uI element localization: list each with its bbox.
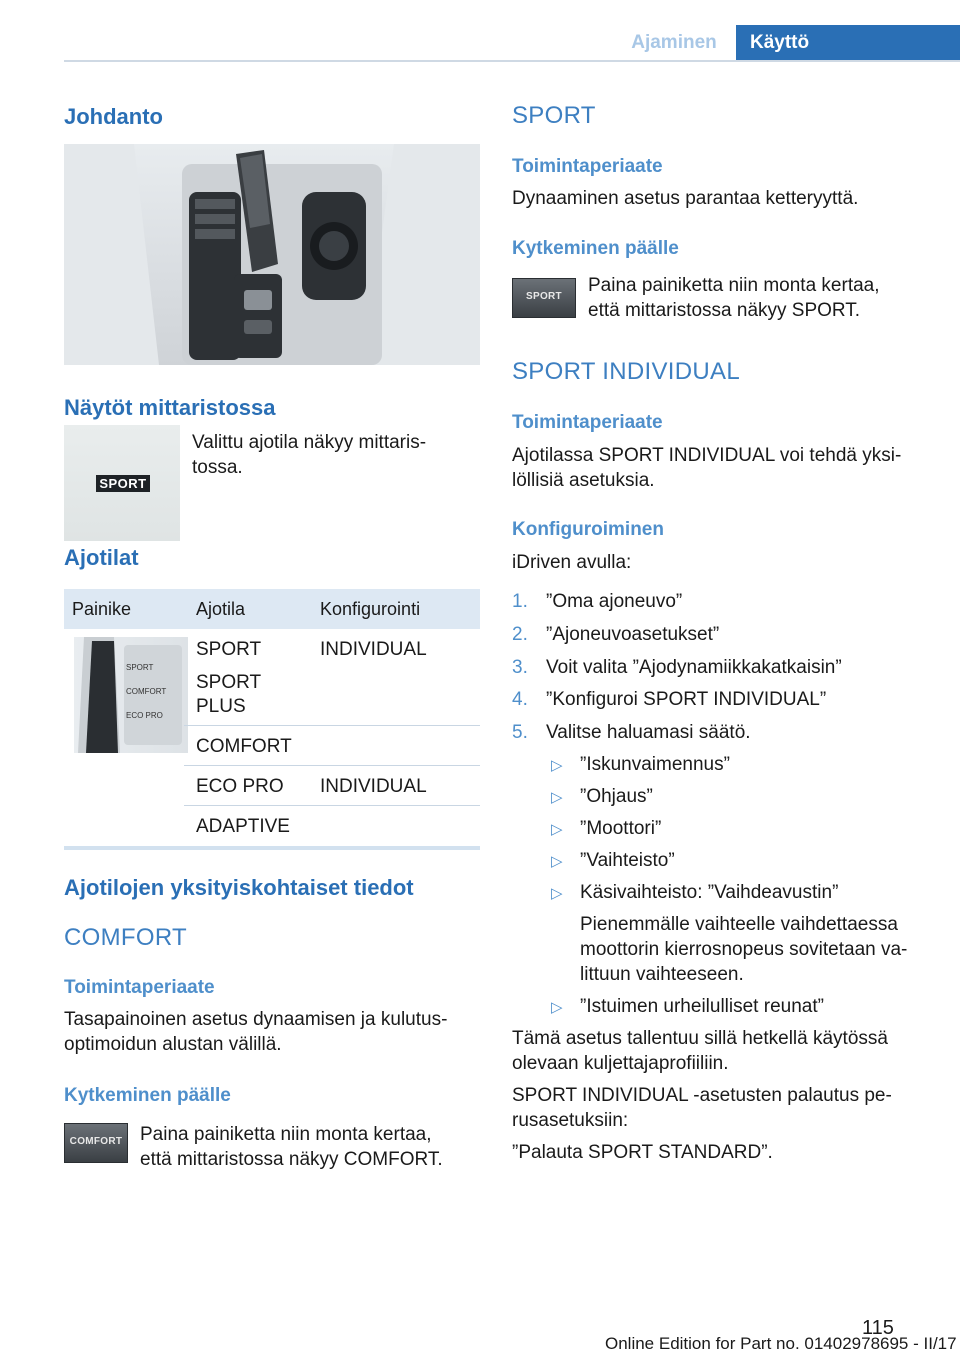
display-title: Näytöt mittaristossa bbox=[64, 395, 276, 420]
step-number: 4. bbox=[512, 689, 528, 710]
table-divider bbox=[184, 725, 480, 726]
individual-principle-line2: löllisiä asetuksia. bbox=[512, 470, 655, 491]
bullet-triangle-icon: ▷ bbox=[551, 757, 563, 774]
comfort-switch-line2: että mittaristossa näkyy COMFORT. bbox=[140, 1149, 443, 1170]
individual-principle-title: Toimintaperiaate bbox=[512, 412, 663, 433]
subitem-text: ”Iskunvaimennus” bbox=[580, 754, 730, 775]
intro-title: Johdanto bbox=[64, 104, 163, 129]
mode-selector-image bbox=[74, 637, 188, 753]
step-text: ”Ajoneuvoasetukset” bbox=[546, 624, 720, 645]
table-row-2-mode-line2: PLUS bbox=[196, 696, 246, 717]
details-title: Ajotilojen yksityiskohtaiset tiedot bbox=[64, 875, 414, 900]
sport-button-label: SPORT bbox=[526, 291, 562, 302]
sport-display-image bbox=[64, 425, 180, 541]
sport-display-label: SPORT bbox=[96, 475, 150, 492]
modes-title: Ajotilat bbox=[64, 545, 139, 570]
display-text-line2: tossa. bbox=[192, 457, 243, 478]
subitem-text: ”Vaihteisto” bbox=[580, 850, 675, 871]
subitem-text: ”Istuimen urheilulliset reunat” bbox=[580, 996, 824, 1017]
header-chapter: Käyttö bbox=[736, 25, 960, 61]
header-divider bbox=[64, 60, 960, 62]
closing-line3: SPORT INDIVIDUAL -asetusten palautus pe- bbox=[512, 1085, 892, 1106]
display-text-line1: Valittu ajotila näkyy mittaris- bbox=[192, 432, 427, 453]
subitem-note-line2: moottorin kierrosnopeus sovitetaan va- bbox=[580, 939, 908, 960]
sport-switch-line2: että mittaristossa näkyy SPORT. bbox=[588, 300, 861, 321]
col-header-config: Konfigurointi bbox=[320, 599, 421, 619]
bullet-triangle-icon: ▷ bbox=[551, 789, 563, 806]
step-text: ”Konfiguroi SPORT INDIVIDUAL” bbox=[546, 689, 827, 710]
console-image bbox=[64, 144, 480, 365]
subitem-note-line3: littuun vaihteeseen. bbox=[580, 964, 744, 985]
sport-switch-title: Kytkeminen päälle bbox=[512, 238, 679, 259]
sport-principle-title: Toimintaperiaate bbox=[512, 156, 663, 177]
col-header-button: Painike bbox=[72, 599, 132, 619]
sport-title: SPORT bbox=[512, 102, 596, 129]
table-row-4-config: INDIVIDUAL bbox=[320, 776, 427, 797]
closing-line5: ”Palauta SPORT STANDARD”. bbox=[512, 1142, 773, 1163]
selector-label-sport: SPORT bbox=[126, 663, 154, 672]
comfort-principle-line1: Tasapainoinen asetus dynaamisen ja kulutus- bbox=[64, 1009, 448, 1030]
page-number: 115 bbox=[862, 1317, 894, 1339]
selector-label-eco: ECO PRO bbox=[126, 711, 163, 720]
subitem-text: ”Ohjaus” bbox=[580, 786, 653, 807]
bullet-triangle-icon: ▷ bbox=[551, 885, 563, 902]
table-row-4-mode: ECO PRO bbox=[196, 776, 284, 797]
bullet-triangle-icon: ▷ bbox=[551, 999, 563, 1016]
comfort-button-image bbox=[64, 1123, 128, 1163]
selector-label-comfort: COMFORT bbox=[126, 687, 167, 696]
table-row-3-mode: COMFORT bbox=[196, 736, 292, 757]
footer-edition: Online Edition for Part no. 01402978695 - II/17 bbox=[605, 1334, 957, 1353]
step-number: 3. bbox=[512, 657, 528, 678]
comfort-title: COMFORT bbox=[64, 924, 187, 951]
sport-switch-line1: Paina painiketta niin monta kertaa, bbox=[588, 275, 880, 296]
table-divider bbox=[184, 765, 480, 766]
step-number: 5. bbox=[512, 722, 528, 743]
table-row-1-config: INDIVIDUAL bbox=[320, 639, 427, 660]
table-divider bbox=[184, 805, 480, 806]
config-title: Konfiguroiminen bbox=[512, 519, 664, 540]
table-row-2-mode: SPORT bbox=[196, 672, 262, 693]
comfort-switch-line1: Paina painiketta niin monta kertaa, bbox=[140, 1124, 432, 1145]
closing-line4: rusasetuksiin: bbox=[512, 1110, 629, 1131]
modes-table-header bbox=[64, 589, 480, 629]
individual-principle-line1: Ajotilassa SPORT INDIVIDUAL voi tehdä yksi- bbox=[512, 445, 902, 466]
sport-principle-text: Dynaaminen asetus parantaa ketteryyttä. bbox=[512, 188, 859, 209]
comfort-principle-line2: optimoidun alustan välillä. bbox=[64, 1034, 282, 1055]
subitem-note-line1: Pienemmälle vaihteelle vaihdettaessa bbox=[580, 914, 898, 935]
closing-line2: olevaan kuljettajaprofiiliin. bbox=[512, 1053, 729, 1074]
subitem-text: ”Moottori” bbox=[580, 818, 662, 839]
table-row-1-mode: SPORT bbox=[196, 639, 262, 660]
comfort-button-label: COMFORT bbox=[69, 1136, 123, 1147]
step-text: ”Oma ajoneuvo” bbox=[546, 591, 683, 612]
comfort-switch-title: Kytkeminen päälle bbox=[64, 1085, 231, 1106]
comfort-principle-title: Toimintaperiaate bbox=[64, 977, 215, 998]
gear-selector-illustration bbox=[64, 144, 480, 365]
step-number: 1. bbox=[512, 591, 528, 612]
col-header-mode: Ajotila bbox=[196, 599, 246, 619]
step-number: 2. bbox=[512, 624, 528, 645]
header-section: Ajaminen bbox=[631, 32, 717, 53]
table-row-5-mode: ADAPTIVE bbox=[196, 816, 290, 837]
bullet-triangle-icon: ▷ bbox=[551, 821, 563, 838]
individual-title: SPORT INDIVIDUAL bbox=[512, 358, 740, 385]
bullet-triangle-icon: ▷ bbox=[551, 853, 563, 870]
config-intro: iDriven avulla: bbox=[512, 552, 632, 573]
step-text: Valitse haluamasi säätö. bbox=[546, 722, 751, 743]
sport-button-image bbox=[512, 278, 576, 318]
table-bottom-rule bbox=[64, 846, 480, 850]
closing-line1: Tämä asetus tallentuu sillä hetkellä käytössä bbox=[512, 1028, 888, 1049]
subitem-text: Käsivaihteisto: ”Vaihdeavustin” bbox=[580, 882, 839, 903]
step-text: Voit valita ”Ajodynamiikkakatkaisin” bbox=[546, 657, 842, 678]
